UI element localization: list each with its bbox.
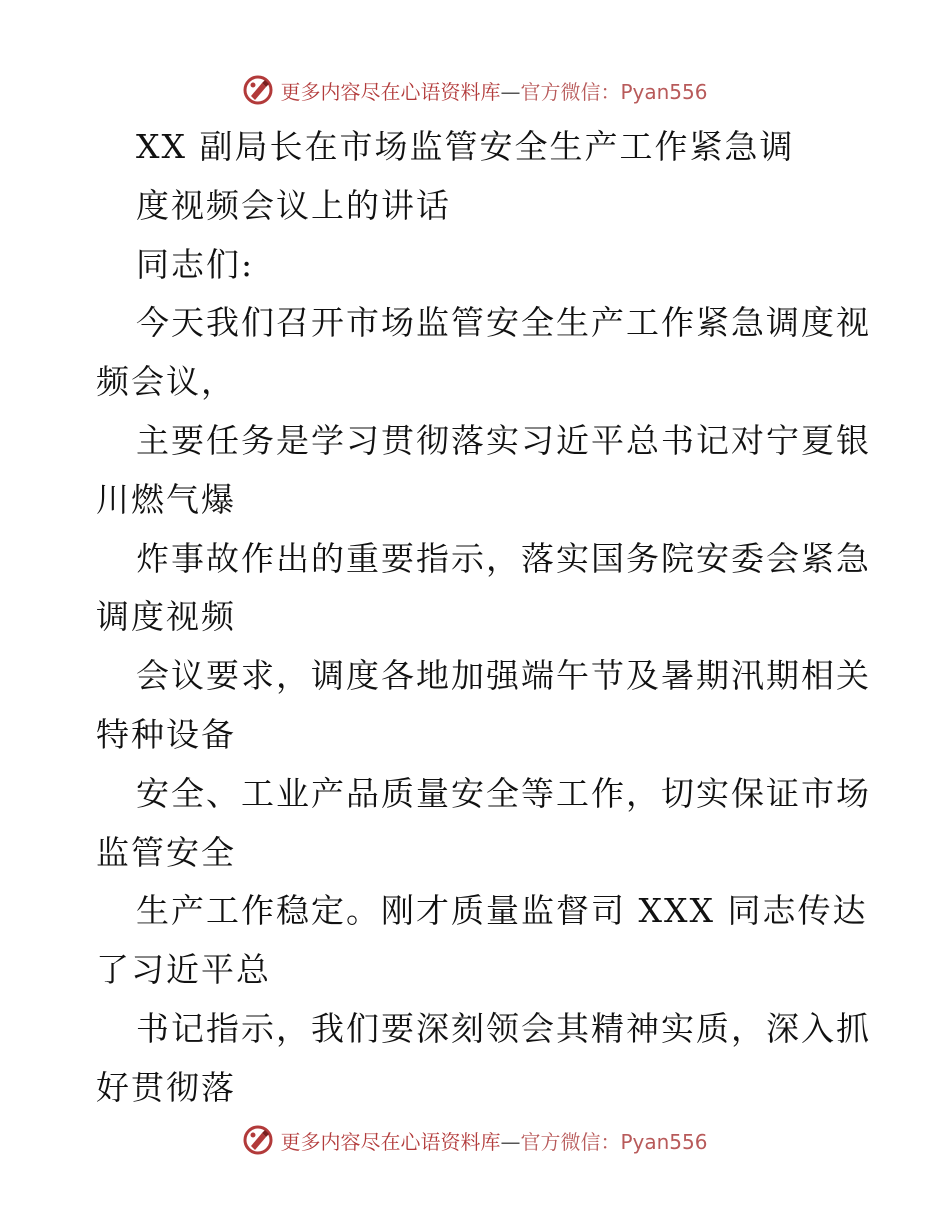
document-line: 会议要求，调度各地加强端午节及暑期汛期相关	[136, 656, 871, 696]
document-line: 了习近平总	[96, 950, 271, 990]
document-body	[96, 118, 871, 1118]
document-line: 同志们:	[136, 244, 255, 284]
pen-seal-logo-icon	[242, 74, 274, 106]
document-line: 监管安全	[96, 832, 236, 872]
watermark-banner-top	[0, 70, 950, 110]
document-line: 主要任务是学习贯彻落实习近平总书记对宁夏银	[136, 420, 871, 460]
document-line: 调度视频	[96, 597, 236, 637]
document-line: 生产工作稳定。刚才质量监督司 XXX 同志传达	[136, 891, 868, 931]
watermark-text: 更多内容尽在心语资料库—官方微信：Pyan556	[280, 79, 708, 104]
document-line: 今天我们召开市场监管安全生产工作紧急调度视	[136, 303, 871, 343]
document-line: 好贯彻落	[96, 1067, 236, 1107]
document-line: 书记指示，我们要深刻领会其精神实质，深入抓	[136, 1008, 871, 1048]
pen-seal-logo-icon	[242, 1124, 274, 1156]
watermark-banner-bottom	[0, 1120, 950, 1160]
document-line: XX 副局长在市场监管安全生产工作紧急调	[136, 127, 795, 166]
document-line: 频会议，	[96, 362, 236, 402]
document-line: 特种设备	[96, 714, 236, 754]
watermark-text: 更多内容尽在心语资料库—官方微信：Pyan556	[280, 1129, 708, 1154]
document-line: 安全、工业产品质量安全等工作，切实保证市场	[136, 773, 871, 813]
document-line: 炸事故作出的重要指示，落实国务院安委会紧急	[136, 538, 871, 578]
document-line: 度视频会议上的讲话	[136, 185, 451, 225]
document-line: 川燃气爆	[96, 479, 236, 519]
